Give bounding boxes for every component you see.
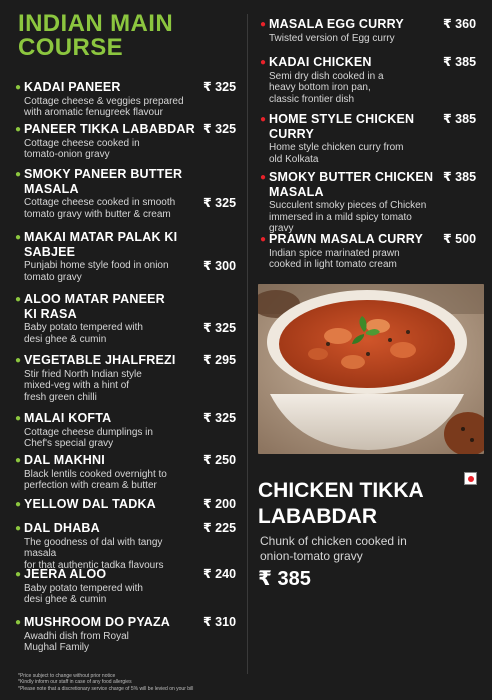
menu-item-price: ₹ 360 [443, 17, 477, 31]
menu-item-price: ₹ 325 [203, 196, 237, 210]
footnote: *Kindly inform our staff in case of any food allergies [18, 679, 132, 686]
menu-item-name: KADAI CHICKEN [269, 55, 372, 69]
menu-item-price: ₹ 325 [203, 411, 237, 425]
green-dot-icon: ● [15, 232, 22, 243]
menu-item [260, 55, 477, 105]
menu-item-price: ₹ 325 [203, 321, 237, 335]
curry-bowl-illustration [258, 284, 484, 454]
red-dot-icon: ● [260, 234, 267, 245]
menu-item [15, 453, 237, 492]
menu-item-description: Punjabi home style food in onion tomato gravy [24, 260, 169, 283]
footnote: *Price subject to change without prior notice [18, 673, 116, 679]
menu-item [15, 497, 237, 512]
menu-item-name: PANEER TIKKA LABABDAR [24, 122, 195, 136]
green-dot-icon: ● [15, 82, 22, 93]
green-dot-icon: ● [15, 124, 22, 135]
menu-item-price: ₹ 225 [203, 521, 237, 535]
green-dot-icon: ● [15, 169, 22, 180]
menu-item-name: MALAI KOFTA [24, 411, 112, 425]
green-dot-icon: ● [15, 523, 22, 534]
menu-item-name: ALOO MATAR PANEER KI RASA [24, 292, 165, 321]
menu-item-price: ₹ 200 [203, 497, 237, 511]
menu-item-name: YELLOW DAL TADKA [24, 497, 156, 511]
featured-dish-name: CHICKEN TIKKA LABABDAR [258, 479, 424, 528]
menu-item [15, 353, 237, 403]
menu-item-description: Indian spice marinated prawn cooked in light tomato cream [269, 247, 400, 270]
menu-item [260, 112, 477, 165]
red-dot-icon: ● [260, 19, 267, 30]
menu-item-price: ₹ 385 [443, 170, 477, 184]
curry-bowl-photo [258, 284, 484, 454]
menu-item-description: The goodness of dal with tangy masala for that authentic tadka flavours [24, 536, 164, 571]
menu-item [15, 167, 237, 220]
featured-dish-description: Chunk of chicken cooked in onion-tomato gravy [260, 534, 407, 563]
column-divider [247, 14, 248, 674]
menu-item-price: ₹ 250 [203, 453, 237, 467]
menu-item-price: ₹ 500 [443, 232, 477, 246]
menu-item [15, 567, 237, 606]
footnote: *Please note that a discretionary service charge of 5% will be levied on your bill [18, 685, 194, 692]
menu-item-name: SMOKY PANEER BUTTER MASALA [24, 167, 183, 196]
menu-item-price: ₹ 325 [203, 80, 237, 94]
page-title-line: COURSE [18, 34, 124, 61]
menu-item [260, 17, 477, 44]
menu-item-description: Home style chicken curry from old Kolkata [269, 142, 404, 165]
menu-item [15, 411, 237, 450]
menu-item [15, 615, 237, 654]
green-dot-icon: ● [15, 455, 22, 466]
menu-item [260, 170, 477, 235]
menu-item-price: ₹ 240 [203, 567, 237, 581]
menu-item [15, 230, 237, 283]
green-dot-icon: ● [15, 413, 22, 424]
menu-item-price: ₹ 300 [203, 259, 237, 273]
menu-item-price: ₹ 385 [443, 112, 477, 126]
menu-item-name: DAL MAKHNI [24, 453, 105, 467]
menu-item-price: ₹ 325 [203, 122, 237, 136]
menu-item-name: KADAI PANEER [24, 80, 121, 94]
red-dot-icon: ● [260, 172, 267, 183]
menu-item-description: Baby potato tempered with desi ghee & cumin [24, 322, 143, 345]
menu-item-price: ₹ 385 [443, 55, 477, 69]
menu-item-description: Black lentils cooked overnight to perfection with cream & butter [24, 468, 167, 491]
menu-item [15, 292, 237, 345]
green-dot-icon: ● [15, 569, 22, 580]
green-dot-icon: ● [15, 499, 22, 510]
menu-item-description: Twisted version of Egg curry [269, 32, 395, 44]
menu-item-name: DAL DHABA [24, 521, 100, 535]
menu-item [15, 80, 237, 119]
menu-item [15, 521, 237, 571]
page-title [18, 12, 173, 60]
menu-item-description: Baby potato tempered with desi ghee & cumin [24, 582, 143, 605]
menu-item-name: MASALA EGG CURRY [269, 17, 404, 31]
menu-item-name: MUSHROOM DO PYAZA [24, 615, 171, 629]
menu-item-description: Stir fried North Indian style mixed-veg with a hint of fresh green chilli [24, 368, 142, 403]
menu-item [260, 232, 477, 271]
menu-item-description: Cottage cheese & veggies prepared with aromatic fenugreek flavour [24, 95, 184, 118]
page-title-line: INDIAN MAIN [18, 10, 174, 37]
menu-item-name: MAKAI MATAR PALAK KI SABJEE [24, 230, 178, 259]
menu-item-name: HOME STYLE CHICKEN CURRY [269, 112, 415, 141]
green-dot-icon: ● [15, 294, 22, 305]
menu-item-description: Cottage cheese cooked in tomato-onion gravy [24, 137, 140, 160]
menu-item-description: Cottage cheese cooked in smooth tomato gravy with butter & cream [24, 197, 176, 220]
menu-item-description: Cottage cheese dumplings in Chef's special gravy [24, 426, 153, 449]
menu-item-name: VEGETABLE JHALFREZI [24, 353, 176, 367]
menu-item-description: Awadhi dish from Royal Mughal Family [24, 630, 129, 653]
menu-item-price: ₹ 310 [203, 615, 237, 629]
menu-item [15, 122, 237, 161]
red-dot-icon: ● [260, 114, 267, 125]
red-dot-icon: ● [260, 57, 267, 68]
green-dot-icon: ● [15, 617, 22, 628]
menu-item-description: Succulent smoky pieces of Chicken immersed in a mild spicy tomato gravy [269, 200, 427, 234]
menu-item-name: SMOKY BUTTER CHICKEN MASALA [269, 170, 434, 199]
menu-item-name: JEERA ALOO [24, 567, 107, 581]
footnotes [18, 673, 318, 692]
featured-dish-price: ₹ 385 [258, 568, 311, 590]
menu-item-price: ₹ 295 [203, 353, 237, 367]
green-dot-icon: ● [15, 355, 22, 366]
menu-item-description: Semi dry dish cooked in a heavy bottom iron pan, classic frontier dish [269, 70, 384, 105]
menu-item-name: PRAWN MASALA CURRY [269, 232, 424, 246]
